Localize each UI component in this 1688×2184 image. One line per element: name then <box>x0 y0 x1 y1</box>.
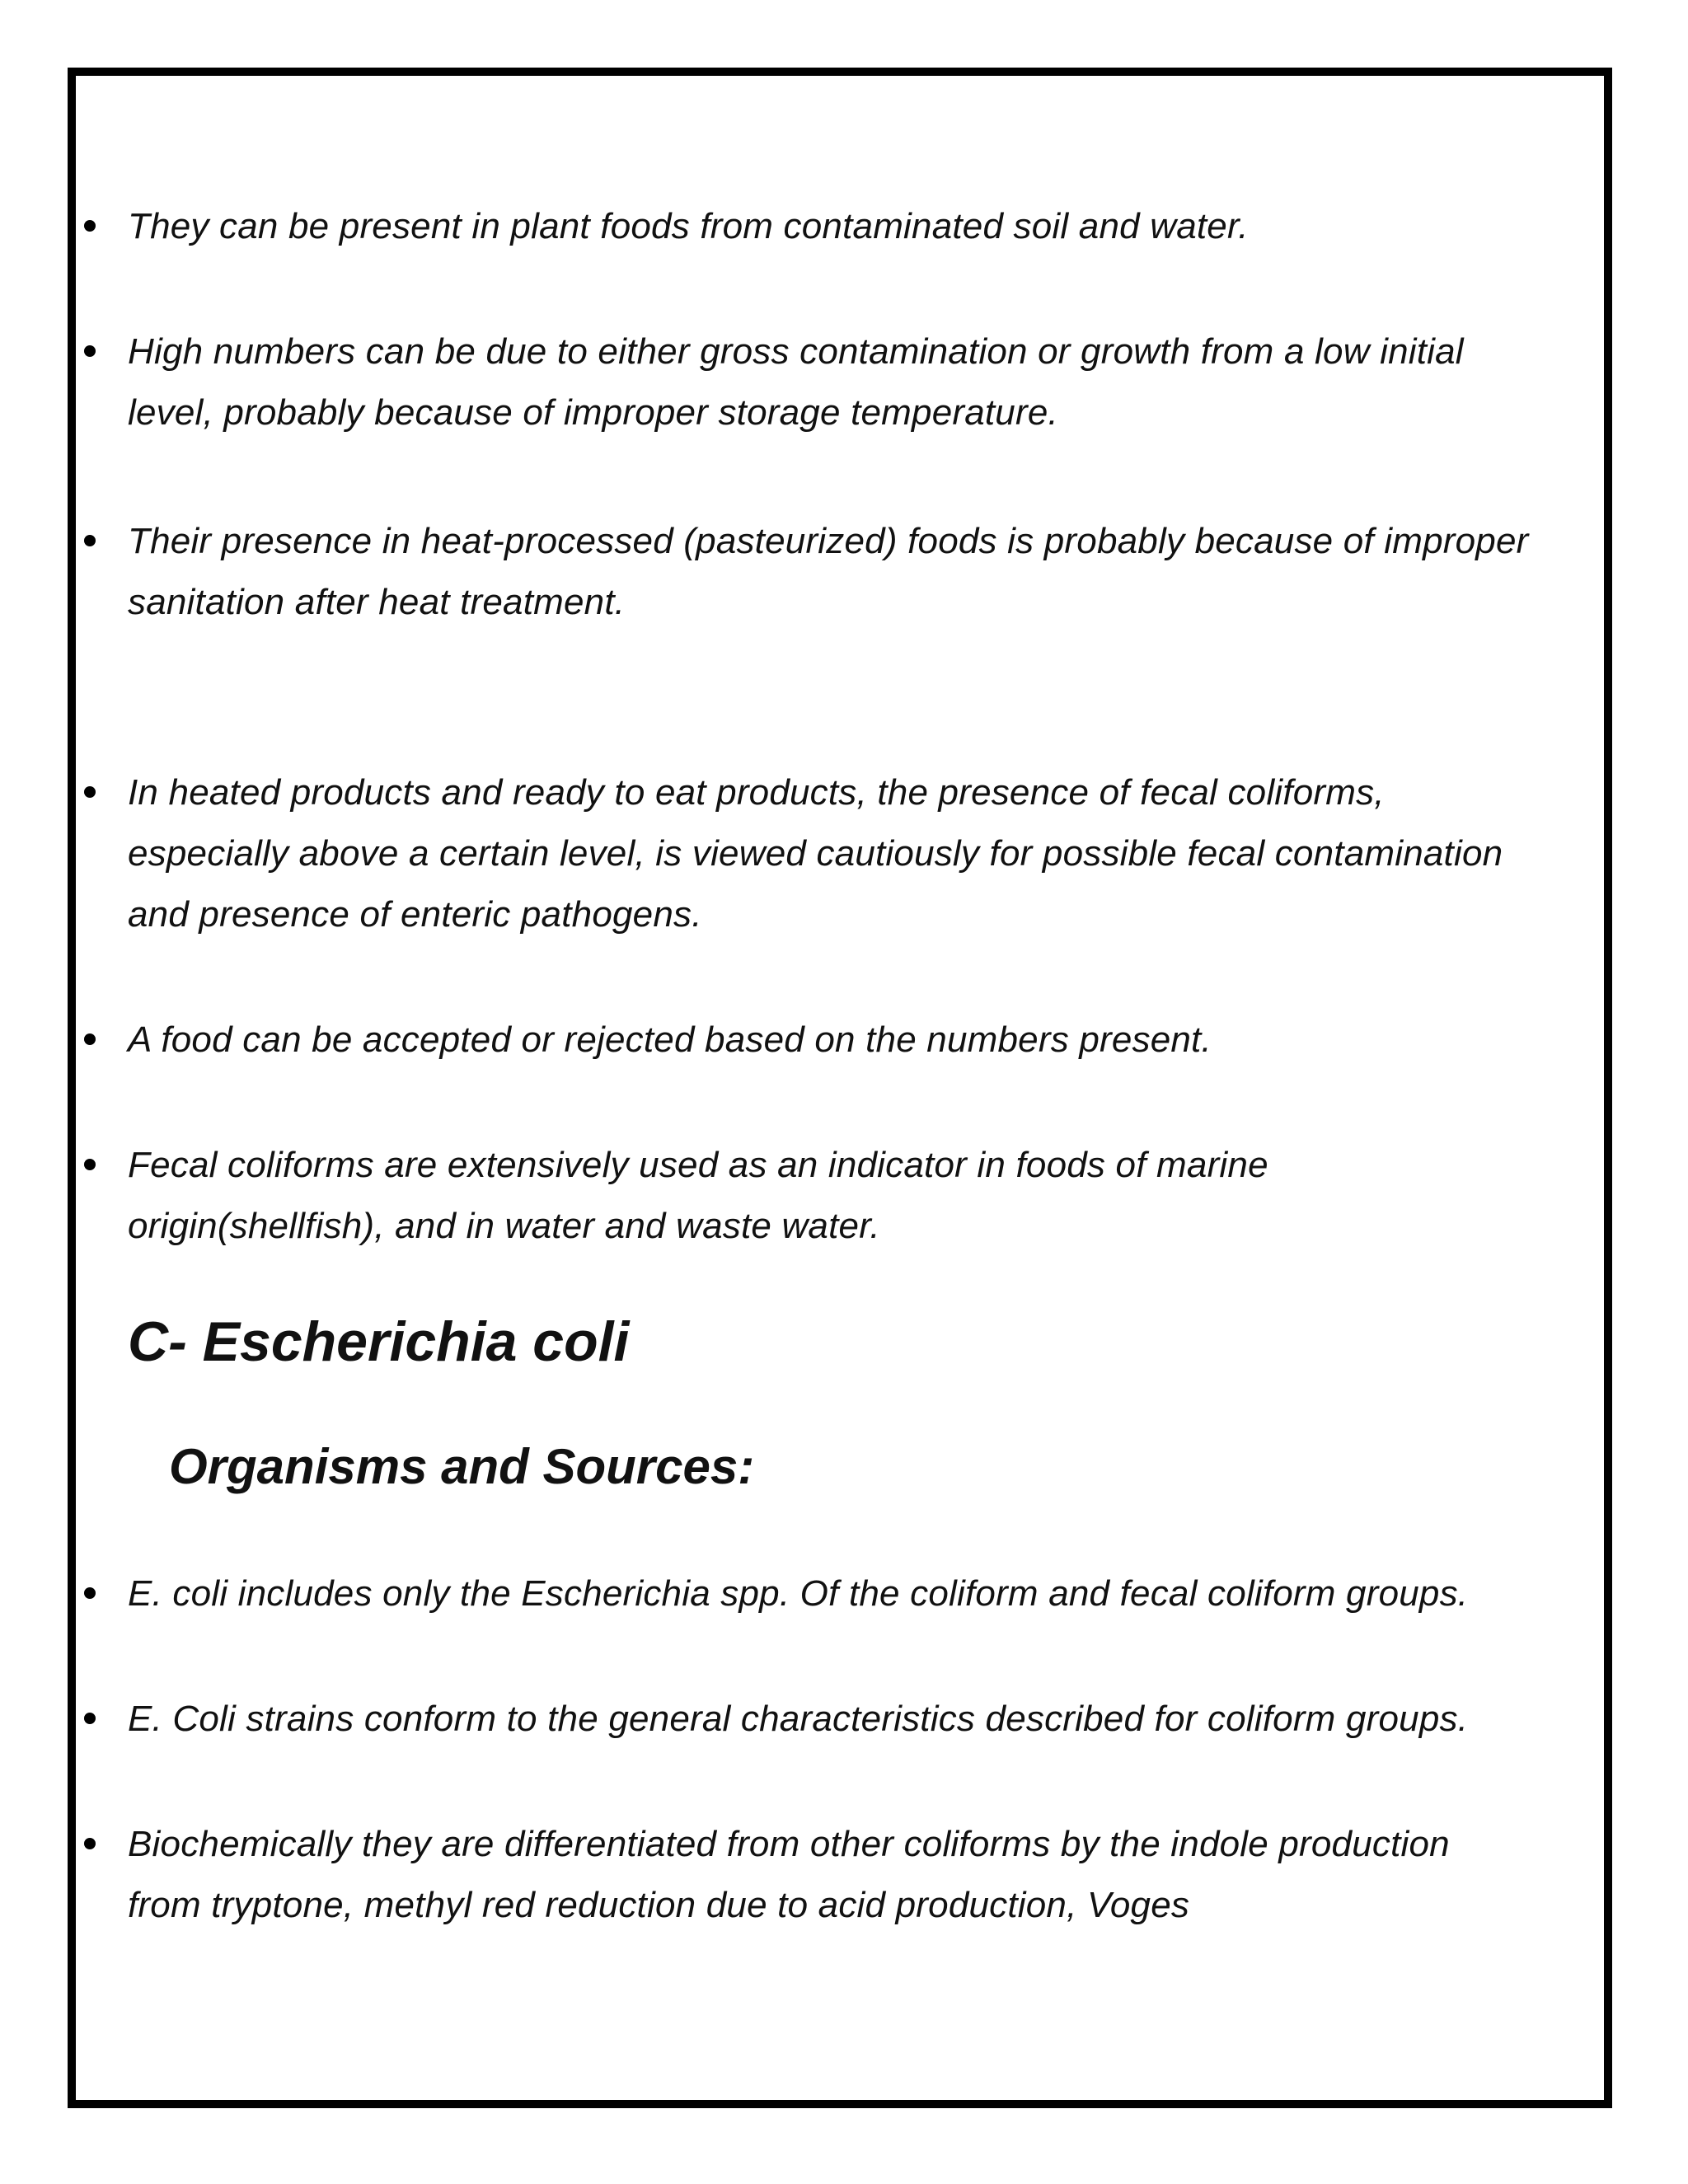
list-item-text: In heated products and ready to eat products, the presence of fecal coliforms, especially above a certain level, is viewed cautiously for possible fecal contamination and presence of enteric pathogens. <box>128 772 1503 935</box>
bullet-list <box>82 1689 1533 1750</box>
bullet-icon <box>84 786 96 798</box>
list-item <box>82 1135 1533 1257</box>
bullet-icon <box>84 1159 96 1170</box>
bullet-list <box>82 1814 1533 1936</box>
bullet-list <box>82 1010 1533 1071</box>
list-item <box>82 511 1533 633</box>
list-item <box>82 1010 1533 1071</box>
sub-heading: Organisms and Sources: <box>169 1439 755 1494</box>
list-item <box>82 1814 1533 1936</box>
list-item-text: Their presence in heat-processed (pasteurized) foods is probably because of improper sanitation after heat treatment. <box>128 521 1529 622</box>
bullet-icon <box>84 535 96 546</box>
list-item-text: E. coli includes only the Escherichia spp. Of the coliform and fecal coliform groups. <box>128 1573 1469 1614</box>
list-item-text: Fecal coliforms are extensively used as an indicator in foods of marine origin(shellfish), and in water and waste water. <box>128 1145 1268 1246</box>
bullet-list <box>82 511 1533 633</box>
section-heading: C- Escherichia coli <box>128 1310 630 1373</box>
bullet-list <box>82 762 1533 945</box>
bullet-icon <box>84 220 96 232</box>
bullet-icon <box>84 1713 96 1724</box>
bullet-icon <box>84 1838 96 1849</box>
list-item <box>82 762 1533 945</box>
list-item <box>82 196 1533 257</box>
bullet-list <box>82 1563 1533 1624</box>
list-item <box>82 1563 1533 1624</box>
bullet-icon <box>84 1587 96 1599</box>
bullet-icon <box>84 345 96 357</box>
list-item-text: High numbers can be due to either gross contamination or growth from a low initial level, probably because of improper storage temperature. <box>128 331 1464 433</box>
list-item-text: They can be present in plant foods from contaminated soil and water. <box>128 206 1249 246</box>
list-item-text: E. Coli strains conform to the general characteristics described for coliform groups. <box>128 1699 1469 1739</box>
list-item <box>82 1689 1533 1750</box>
list-item <box>82 321 1533 443</box>
list-item-text: A food can be accepted or rejected based on the numbers present. <box>128 1019 1212 1060</box>
bullet-icon <box>84 1033 96 1045</box>
bullet-list <box>82 1135 1533 1257</box>
bullet-list <box>82 321 1533 443</box>
list-item-text: Biochemically they are differentiated from other coliforms by the indole production from tryptone, methyl red reduction due to acid production, Voges <box>128 1824 1450 1925</box>
bullet-list <box>82 196 1533 257</box>
